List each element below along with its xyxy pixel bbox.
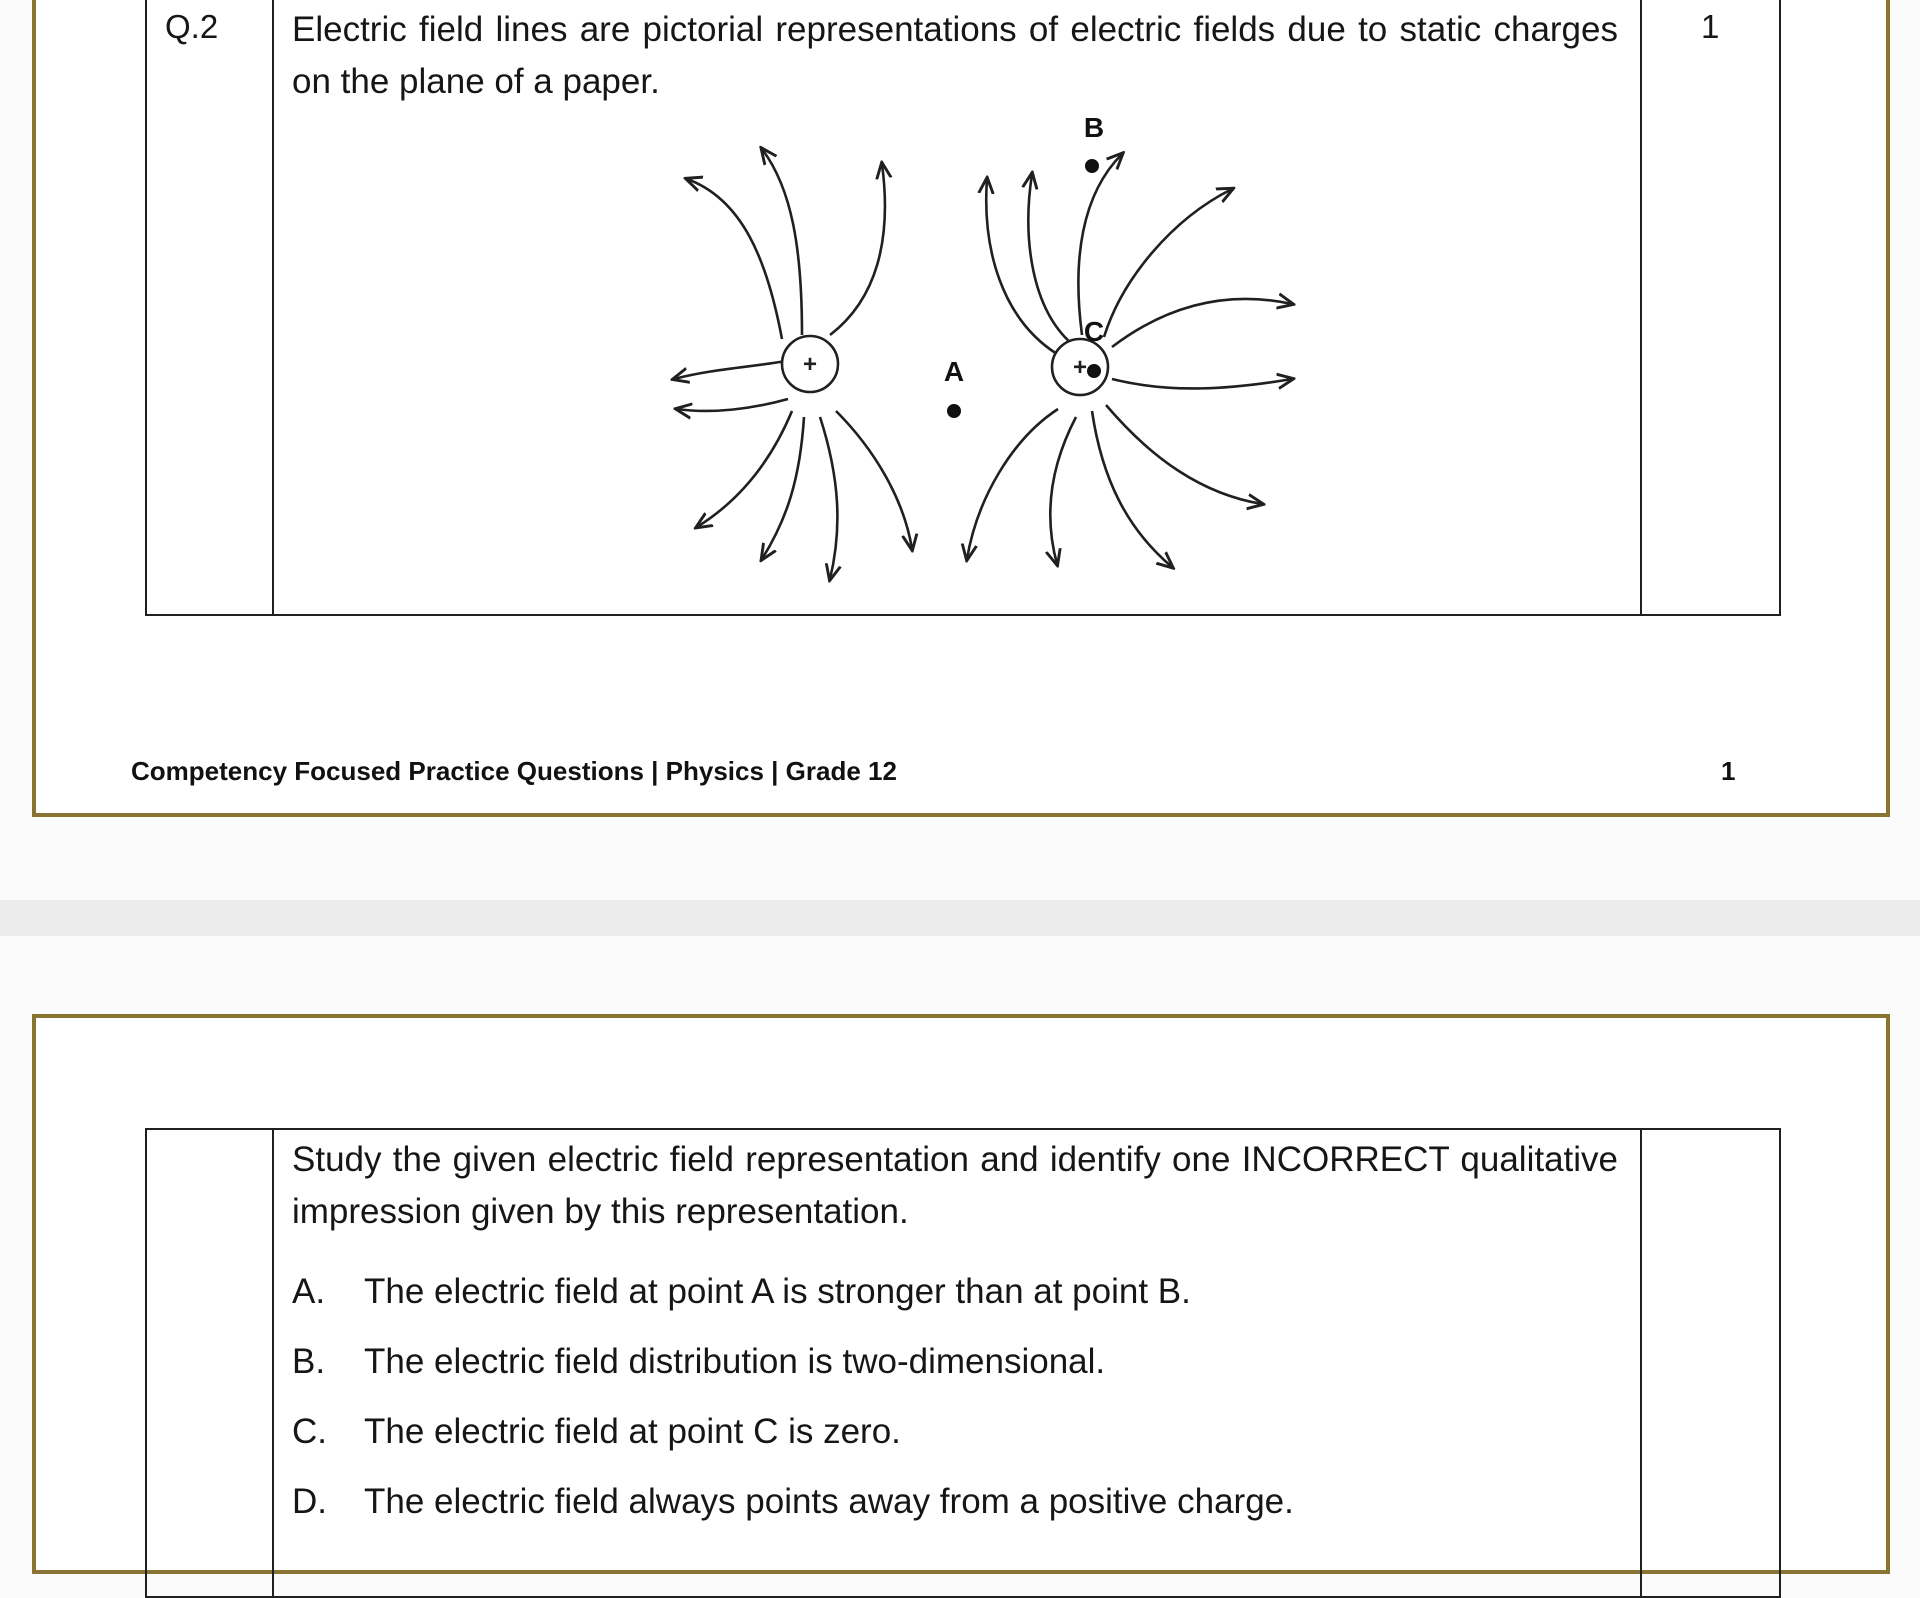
field-line [1112, 299, 1292, 347]
field-line [820, 417, 837, 579]
option-c[interactable] [292, 1406, 1592, 1476]
charge-symbol: + [1072, 354, 1088, 381]
field-line [674, 361, 786, 379]
column-divider [1640, 1130, 1642, 1596]
positive-charge-left [782, 336, 838, 392]
question-table-bottom [145, 1128, 1781, 1598]
field-line [836, 411, 912, 549]
field-line [1050, 417, 1076, 564]
question-intro: Electric field lines are pictorial representations of electric fields due to static charges on the plane of a paper. [292, 10, 1618, 101]
point-c-marker [1087, 364, 1101, 378]
field-line [677, 399, 788, 411]
question-table-top [145, 0, 1781, 616]
column-divider [1640, 0, 1642, 614]
point-c-label: C [1083, 316, 1105, 347]
charge-symbol: + [802, 351, 818, 378]
field-line [986, 179, 1057, 354]
footer-page-number: 1 [1721, 756, 1736, 786]
option-letter: C. [292, 1412, 327, 1451]
field-line [762, 417, 804, 559]
field-line [967, 409, 1058, 559]
question-number: Q.2 [165, 8, 219, 45]
column-divider [272, 0, 274, 614]
point-a-label: A [943, 356, 965, 387]
point-b-marker [1085, 159, 1099, 173]
field-line [1028, 174, 1072, 344]
option-text: The electric field distribution is two-dimensional. [364, 1342, 1106, 1381]
answer-options [292, 1266, 1592, 1546]
option-letter: A. [292, 1272, 326, 1311]
option-letter: B. [292, 1342, 326, 1381]
option-a[interactable] [292, 1266, 1592, 1336]
point-b-label: B [1083, 112, 1105, 143]
page-separator [0, 900, 1920, 936]
option-text: The electric field always points away from a positive charge. [364, 1482, 1294, 1521]
question-marks: 1 [1701, 8, 1720, 45]
page-2 [32, 1014, 1890, 1574]
field-line [687, 179, 782, 339]
field-line [830, 164, 885, 335]
option-text: The electric field at point C is zero. [364, 1412, 901, 1451]
electric-field-diagram [652, 109, 1422, 609]
option-text: The electric field at point A is stronger than at point B. [364, 1272, 1191, 1311]
question-prompt: Study the given electric field representation and identify one INCORRECT qualitative impression given by this representation. [292, 1140, 1618, 1231]
column-divider [272, 1130, 274, 1596]
page-1 [32, 0, 1890, 817]
option-b[interactable] [292, 1336, 1592, 1406]
field-line [697, 411, 792, 527]
field-line [1112, 379, 1292, 388]
field-line [1106, 405, 1262, 504]
footer-title: Competency Focused Practice Questions | Physics | Grade 12 [131, 756, 897, 786]
option-d[interactable] [292, 1476, 1592, 1546]
point-a-marker [947, 404, 961, 418]
field-line [762, 149, 802, 335]
option-letter: D. [292, 1482, 327, 1521]
